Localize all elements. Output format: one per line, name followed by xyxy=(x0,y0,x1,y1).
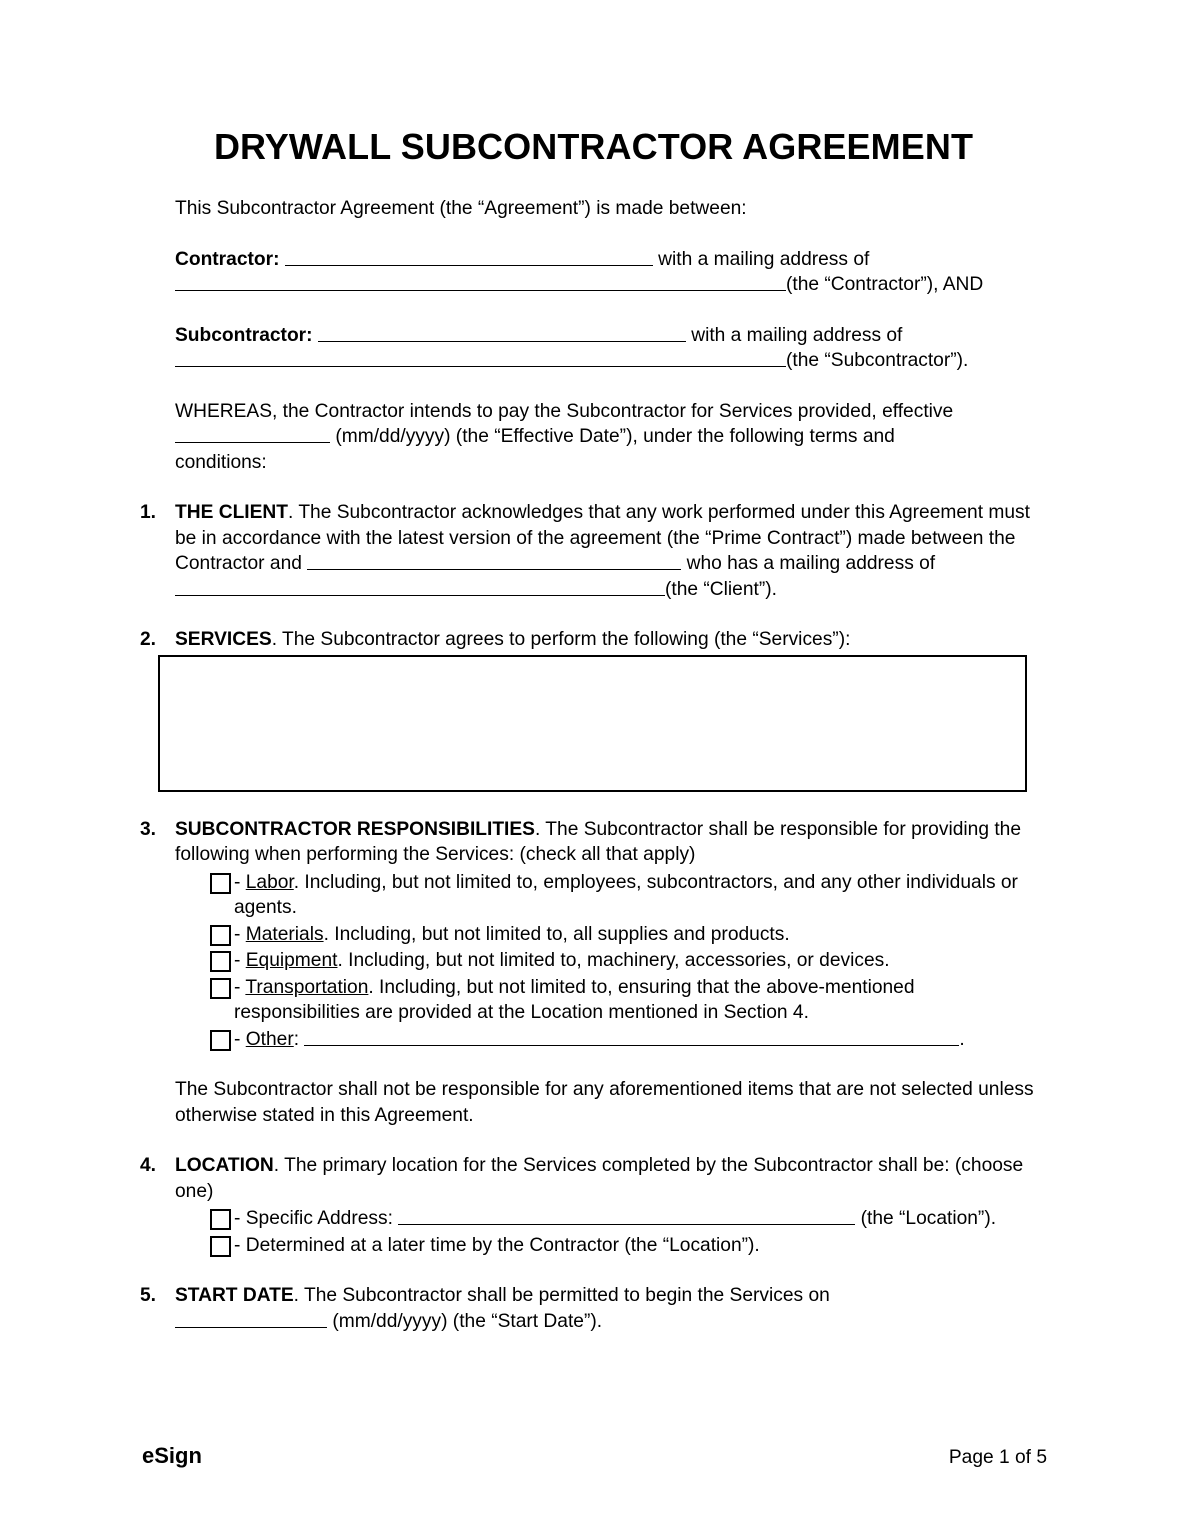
subcontractor-block xyxy=(175,323,1045,374)
section-start-date xyxy=(140,1283,1045,1334)
subcontractor-address-blank[interactable] xyxy=(175,349,786,367)
section-1-number: 1. xyxy=(140,502,157,523)
checkbox-materials-text xyxy=(231,922,1045,948)
contractor-address-blank[interactable] xyxy=(175,273,786,291)
section-3-body xyxy=(175,817,1045,868)
checkbox-materials-rest: . Including, but not limited to, all supplies and products. xyxy=(323,923,790,945)
section-4-text-1: . The primary location for the Services completed by the Subcontractor shall be: (choose one) xyxy=(175,1155,1024,1202)
section-subcontractor-responsibilities xyxy=(140,817,1045,868)
whereas-paragraph xyxy=(175,399,1045,476)
subcontractor-suffix: (the “Subcontractor”). xyxy=(786,350,969,371)
section-1-body xyxy=(175,500,1045,602)
checkbox-row-labor[interactable] xyxy=(210,870,1045,921)
section-4-body xyxy=(175,1153,1045,1204)
section-1-heading: THE CLIENT xyxy=(175,502,288,523)
section-5-heading: START DATE xyxy=(175,1285,294,1306)
esign-logo: eSign xyxy=(142,1443,202,1468)
dash-separator: - xyxy=(234,976,246,998)
subcontractor-mailing-text: with a mailing address of xyxy=(691,324,903,346)
effective-date-blank[interactable] xyxy=(175,425,330,443)
checkbox-labor[interactable] xyxy=(210,873,231,894)
dash-separator: - xyxy=(234,1234,246,1256)
checkbox-transportation[interactable] xyxy=(210,978,231,999)
client-address-blank[interactable] xyxy=(175,578,665,596)
other-responsibility-blank[interactable] xyxy=(304,1028,959,1046)
contractor-suffix: (the “Contractor”), AND xyxy=(786,274,984,295)
section-the-client xyxy=(140,500,1045,602)
checkbox-transportation-text xyxy=(231,975,1045,1026)
section-5-number: 5. xyxy=(140,1285,157,1306)
section-4-number: 4. xyxy=(140,1155,157,1176)
dash-separator: - xyxy=(234,1208,246,1229)
specific-address-blank[interactable] xyxy=(398,1207,855,1225)
section-1-text-1: . The Subcontractor acknowledges that any work performed under this Agreement must be in accordance with the latest version of the agreement (the “Prime Contract”) made between the Contractor and xyxy=(175,502,1030,574)
checkbox-other-keyword: Other xyxy=(245,1028,294,1050)
checkbox-determined-later-text xyxy=(231,1233,1045,1259)
section-5-text-2: (mm/dd/yyyy) (the “Start Date”). xyxy=(332,1310,603,1332)
section-2-heading: SERVICES xyxy=(175,629,272,650)
checkbox-row-specific-address[interactable] xyxy=(210,1206,1045,1232)
checkbox-other[interactable] xyxy=(210,1030,231,1051)
dash-separator: - xyxy=(234,923,246,945)
whereas-line3: conditions: xyxy=(175,451,267,473)
subcontractor-label: Subcontractor: xyxy=(175,324,313,346)
section-1-text-3: (the “Client”). xyxy=(665,578,777,600)
intro-paragraph: This Subcontractor Agreement (the “Agreement”) is made between: xyxy=(175,198,747,219)
whereas-line2: (mm/dd/yyyy) (the “Effective Date”), under the following terms and xyxy=(335,426,895,447)
checkbox-determined-later-label: Determined at a later time by the Contractor (the “Location”). xyxy=(245,1234,760,1256)
contractor-name-blank[interactable] xyxy=(285,248,653,266)
contractor-block xyxy=(175,247,1045,298)
section-2-number: 2. xyxy=(140,629,157,650)
checkbox-equipment[interactable] xyxy=(210,951,231,972)
whereas-line1: WHEREAS, the Contractor intends to pay the Subcontractor for Services provided, effective xyxy=(175,400,954,422)
checkbox-other-text xyxy=(231,1027,1045,1053)
section-location xyxy=(140,1153,1045,1204)
location-checkbox-list xyxy=(210,1206,1045,1258)
dash-separator: - xyxy=(234,1028,246,1050)
checkbox-transportation-rest: . Including, but not limited to, ensuring that the above-mentioned responsibilities are provided at the Location mentioned in Section 4. xyxy=(234,976,915,1023)
section-services xyxy=(140,627,1045,653)
contractor-label: Contractor: xyxy=(175,248,280,270)
start-date-blank[interactable] xyxy=(175,1310,327,1328)
checkbox-labor-rest: . Including, but not limited to, employees, subcontractors, and any other individuals or agents. xyxy=(234,871,1018,918)
checkbox-materials-keyword: Materials xyxy=(245,923,324,945)
checkbox-row-materials[interactable] xyxy=(210,922,1045,948)
checkbox-labor-text xyxy=(231,870,1045,921)
section-3-number: 3. xyxy=(140,818,157,840)
services-description-box[interactable] xyxy=(158,655,1027,792)
checkbox-row-determined-later[interactable] xyxy=(210,1233,1045,1259)
page-title: DRYWALL SUBCONTRACTOR AGREEMENT xyxy=(213,126,974,168)
client-name-blank[interactable] xyxy=(307,552,681,570)
checkbox-equipment-keyword: Equipment xyxy=(245,950,338,971)
checkbox-row-other[interactable] xyxy=(210,1027,1045,1053)
checkbox-row-equipment[interactable] xyxy=(210,948,1045,974)
checkbox-materials[interactable] xyxy=(210,925,231,946)
section-3-text-1: . The Subcontractor shall be responsible for providing the following when performing the Services: (check all that apply) xyxy=(175,818,1021,865)
contractor-mailing-text: with a mailing address of xyxy=(658,248,870,270)
section-5-text-1: . The Subcontractor shall be permitted to begin the Services on xyxy=(293,1285,830,1306)
checkbox-transportation-keyword: Transportation xyxy=(245,976,369,998)
checkbox-labor-keyword: Labor xyxy=(245,871,294,893)
checkbox-specific-address[interactable] xyxy=(210,1209,231,1230)
checkbox-determined-later[interactable] xyxy=(210,1236,231,1257)
checkbox-row-transportation[interactable] xyxy=(210,975,1045,1026)
section-1-text-2: who has a mailing address of xyxy=(686,553,936,574)
section-3-heading: SUBCONTRACTOR RESPONSIBILITIES xyxy=(175,818,535,840)
subcontractor-name-blank[interactable] xyxy=(318,324,686,342)
dash-separator: - xyxy=(234,871,246,893)
checkbox-specific-address-text xyxy=(231,1206,1045,1232)
checkbox-specific-address-suffix: (the “Location”). xyxy=(860,1208,997,1229)
checkbox-equipment-text xyxy=(231,948,1045,974)
checkbox-other-trailing: . xyxy=(959,1028,965,1050)
checkbox-other-rest: : xyxy=(293,1028,300,1050)
document-body xyxy=(140,196,1045,1334)
section-2-body xyxy=(175,627,1045,653)
page-footer xyxy=(142,1443,1047,1469)
page-number-label: Page 1 of 5 xyxy=(948,1447,1047,1468)
section-5-body xyxy=(175,1283,1045,1334)
responsibilities-closing-note: The Subcontractor shall not be responsible for any aforementioned items that are not selected unless otherwise stated in this Agreement. xyxy=(175,1079,1034,1126)
dash-separator: - xyxy=(234,950,246,971)
section-2-text-1: . The Subcontractor agrees to perform the following (the “Services”): xyxy=(271,629,851,650)
section-4-heading: LOCATION xyxy=(175,1155,274,1176)
checkbox-specific-address-label: Specific Address: xyxy=(245,1208,393,1229)
checkbox-equipment-rest: . Including, but not limited to, machinery, accessories, or devices. xyxy=(337,950,890,971)
responsibilities-checkbox-list xyxy=(210,870,1045,1053)
